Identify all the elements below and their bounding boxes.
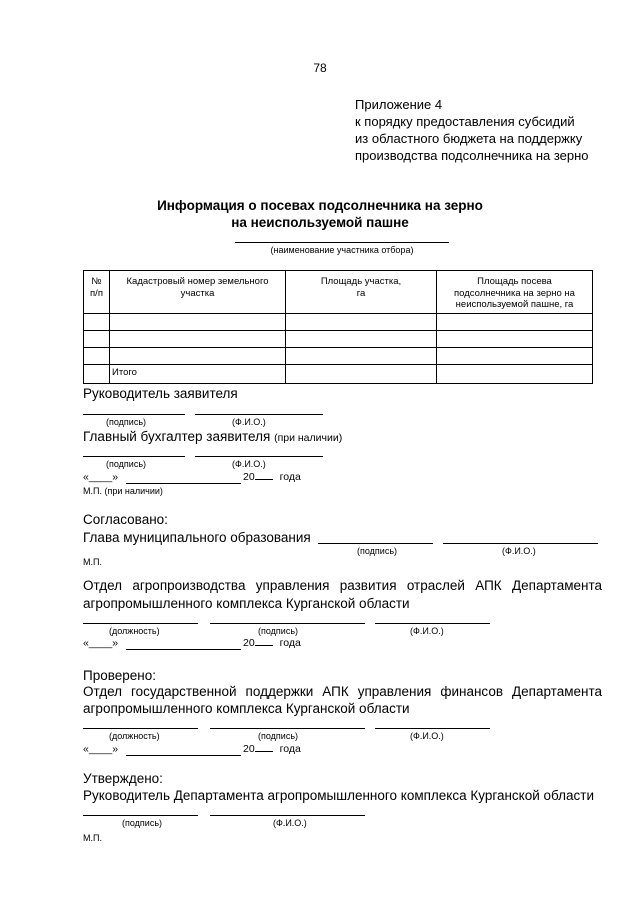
appendix-line-2: к порядку предоставления субсидий [355, 114, 575, 129]
table-cell[interactable] [110, 314, 286, 331]
participant-caption: (наименование участника отбора) [270, 245, 414, 255]
approved-fio-caption: (Ф.И.О.) [273, 818, 307, 828]
checked-label: Проверено: [83, 668, 156, 683]
header-sowing-area: Площадь посева подсолнечника на зерно на неиспользуемой пашне, га [437, 271, 593, 314]
sowing-table [83, 270, 593, 384]
table-cell[interactable] [286, 331, 437, 348]
applicant-date-day: «____» [83, 471, 119, 483]
dept1-position-caption: (должность) [109, 626, 160, 636]
checked-date-month-line[interactable] [126, 755, 241, 756]
agreed-label: Согласовано: [83, 512, 168, 527]
checked-fio-caption: (Ф.И.О.) [410, 731, 444, 741]
document-title-line-1: Информация о посевах подсолнечника на зерно [157, 198, 483, 213]
dept1-position-line[interactable] [83, 623, 198, 624]
applicant-date-month-line[interactable] [126, 483, 241, 484]
accountant-label: Главный бухгалтер заявителя (при наличии) [83, 429, 343, 444]
approved-sign-caption: (подпись) [122, 818, 163, 828]
table-cell[interactable] [286, 314, 437, 331]
approved-fio-line[interactable] [210, 815, 365, 816]
header-cadastral: Кадастровый номер земельного участка [110, 271, 286, 314]
municipal-head-label: Глава муниципального образования [83, 530, 311, 545]
applicant-fio-line[interactable] [195, 414, 323, 415]
accountant-sign-caption: (подпись) [106, 459, 147, 469]
header-plot-area: Площадь участка, га [286, 271, 437, 314]
checked-sign-line[interactable] [210, 728, 365, 729]
table-cell[interactable] [84, 314, 110, 331]
participant-name-line[interactable] [235, 242, 449, 243]
dept1-sign-caption: (подпись) [258, 626, 299, 636]
municipal-sign-caption: (подпись) [357, 546, 398, 556]
page-number: 78 [313, 61, 327, 75]
table-cell[interactable] [437, 314, 593, 331]
approved-label: Утверждено: [83, 771, 163, 786]
table-row [84, 348, 593, 365]
approved-text: Руководитель Департамента агропромышленного комплекса Курганской области [83, 788, 595, 803]
table-header-row [84, 271, 593, 314]
municipal-fio-line[interactable] [443, 543, 598, 544]
applicant-head-label: Руководитель заявителя [83, 386, 238, 401]
applicant-sign-line[interactable] [83, 414, 185, 415]
checked-position-line[interactable] [83, 728, 198, 729]
checked-date-day: «____» [83, 743, 119, 755]
municipal-sign-line[interactable] [318, 543, 433, 544]
accountant-fio-caption: (Ф.И.О.) [232, 459, 266, 469]
table-cell[interactable] [110, 348, 286, 365]
table-cell[interactable] [84, 331, 110, 348]
checked-sign-caption: (подпись) [258, 731, 299, 741]
table-cell[interactable] [286, 365, 437, 384]
table-cell[interactable] [437, 331, 593, 348]
table-cell[interactable] [84, 348, 110, 365]
dept1-text-line-2: агропромышленного комплекса Курганской области [83, 596, 410, 611]
applicant-mp-note: М.П. (при наличии) [83, 486, 163, 496]
applicant-sign-caption: (подпись) [106, 417, 147, 427]
table-cell[interactable] [84, 365, 110, 384]
checked-text-line-2: агропромышленного комплекса Курганской области [83, 701, 410, 716]
table-cell[interactable] [437, 365, 593, 384]
checked-text-line-1: Отдел государственной поддержки АПК управления финансов Департамента [83, 684, 602, 699]
dept1-date-day: «____» [83, 637, 119, 649]
checked-date-year: 20 года [243, 743, 301, 755]
document-title-line-2: на неиспользуемой пашне [231, 215, 409, 230]
agreed-mp: М.П. [83, 557, 102, 567]
table-total-row [84, 365, 593, 384]
total-label: Итого [110, 365, 286, 384]
dept1-date-year: 20 года [243, 637, 301, 649]
dept1-fio-line[interactable] [375, 623, 490, 624]
approved-mp: М.П. [83, 833, 102, 843]
checked-fio-line[interactable] [375, 728, 490, 729]
dept1-sign-line[interactable] [210, 623, 365, 624]
accountant-fio-line[interactable] [195, 456, 323, 457]
table-row [84, 314, 593, 331]
table-cell[interactable] [437, 348, 593, 365]
dept1-text-line-1: Отдел агропроизводства управления развития отраслей АПК Департамента [83, 578, 602, 593]
applicant-fio-caption: (Ф.И.О.) [232, 417, 266, 427]
accountant-sign-line[interactable] [83, 456, 185, 457]
approved-sign-line[interactable] [83, 815, 198, 816]
appendix-line-3: из областного бюджета на поддержку [355, 131, 583, 146]
municipal-fio-caption: (Ф.И.О.) [502, 546, 536, 556]
appendix-line-4: производства подсолнечника на зерно [355, 148, 589, 163]
dept1-fio-caption: (Ф.И.О.) [410, 626, 444, 636]
applicant-date-year: 20 года [243, 471, 301, 483]
table-cell[interactable] [110, 331, 286, 348]
checked-position-caption: (должность) [109, 731, 160, 741]
header-number: № п/п [84, 271, 110, 314]
appendix-line-1: Приложение 4 [355, 97, 443, 112]
dept1-date-month-line[interactable] [126, 649, 241, 650]
table-row [84, 331, 593, 348]
table-cell[interactable] [286, 348, 437, 365]
